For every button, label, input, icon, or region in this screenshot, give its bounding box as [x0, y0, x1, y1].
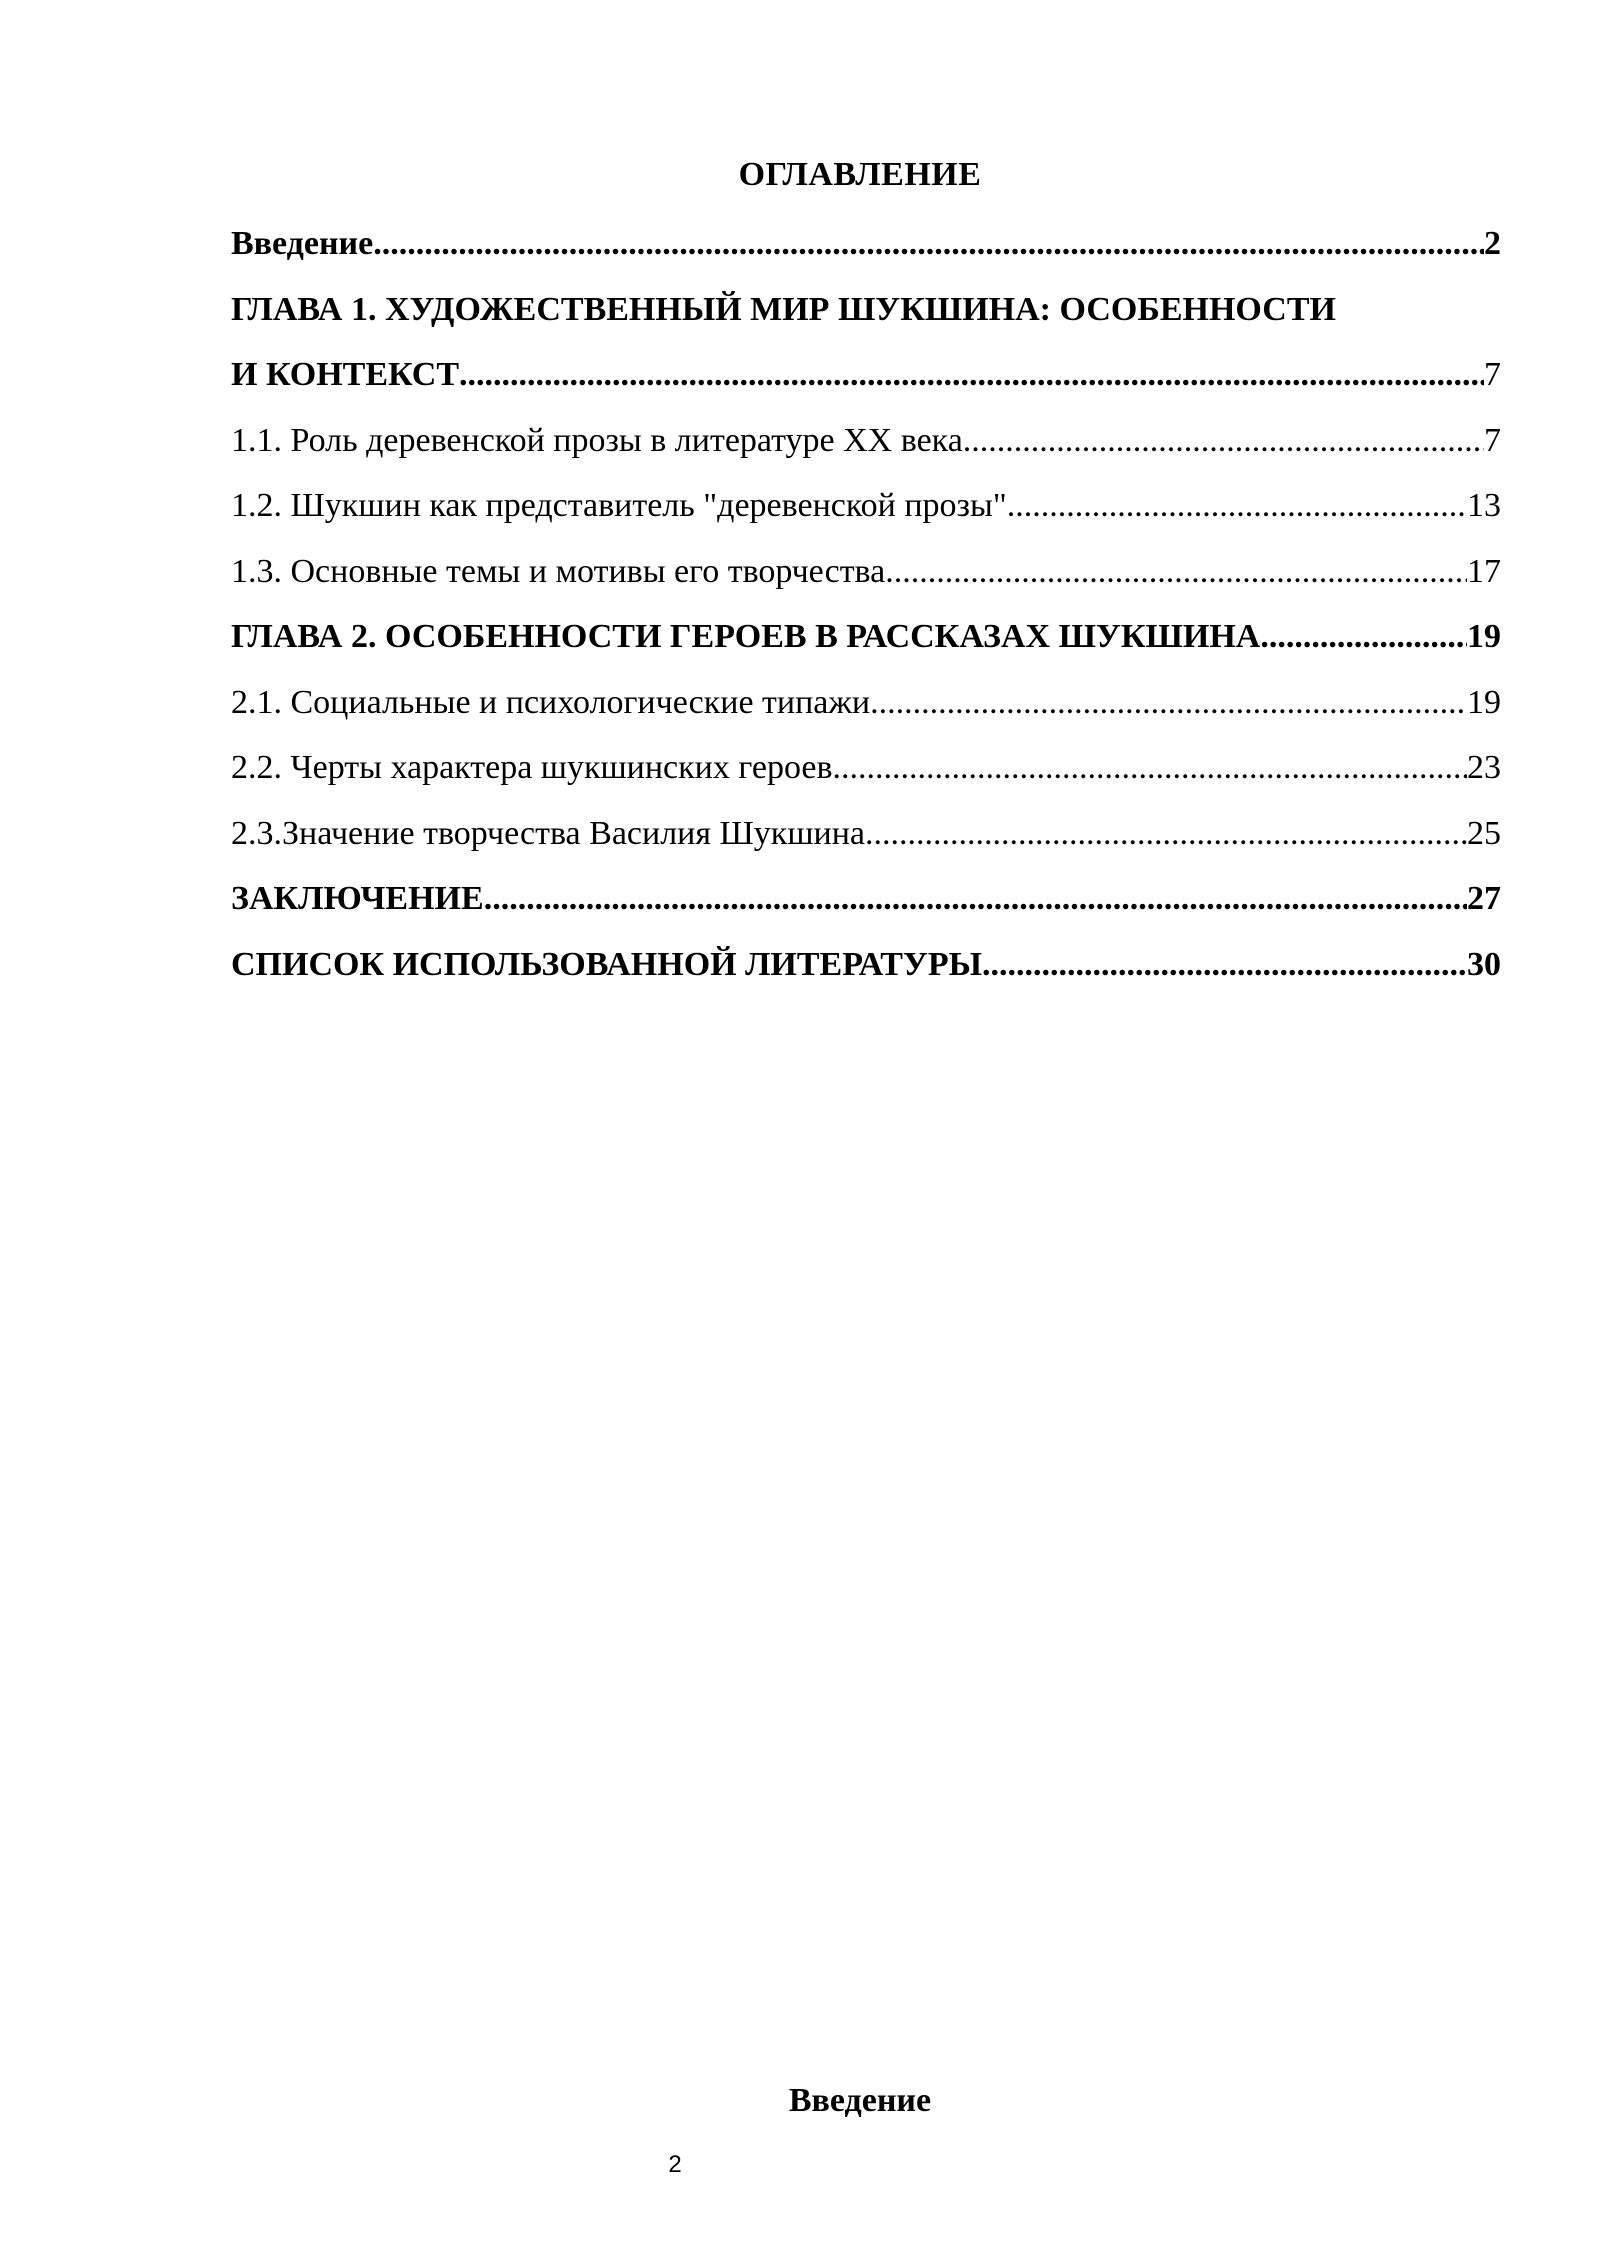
toc-entry-chapter-1-line-2[interactable]: [231, 342, 1501, 408]
toc-entry-section-1-2[interactable]: [231, 473, 1501, 539]
toc-entry-page: 25: [1467, 814, 1501, 852]
toc-entry-text: 2.3.Значение творчества Василия Шукшина: [231, 814, 865, 852]
toc-entry-bibliography[interactable]: [231, 932, 1501, 998]
toc-entry-text: ЗАКЛЮЧЕНИЕ: [231, 880, 484, 917]
toc-dot-leader: [1007, 473, 1467, 539]
toc-dot-leader: [885, 539, 1467, 605]
toc-entry-page: 13: [1467, 487, 1501, 524]
toc-dot-leader: [1260, 604, 1467, 670]
toc-entry-chapter-2[interactable]: [231, 604, 1501, 670]
toc-entry-section-2-3[interactable]: [231, 801, 1501, 867]
toc-entry-text: И КОНТЕКСТ: [231, 356, 460, 393]
toc-entry-text: Введение: [231, 225, 374, 262]
toc-entry-text: 1.2. Шукшин как представитель "деревенской прозы": [231, 487, 1007, 524]
toc-entry-page: 7: [1484, 356, 1501, 393]
toc-dot-leader: [865, 801, 1467, 867]
toc-entry-introduction[interactable]: [231, 211, 1501, 277]
toc-dot-leader: [982, 932, 1467, 998]
toc-title: ОГЛАВЛЕНИЕ: [738, 156, 982, 193]
toc-entry-text: ГЛАВА 1. ХУДОЖЕСТВЕННЫЙ МИР ШУКШИНА: ОСОБЕННОСТИ: [231, 290, 1336, 328]
toc-entry-page: 30: [1467, 945, 1501, 983]
toc-entry-page: 19: [1467, 683, 1501, 721]
toc-entry-text: 2.2. Черты характера шукшинских героев: [231, 749, 833, 786]
toc-entry-text: 1.1. Роль деревенской прозы в литературе XX века: [231, 421, 963, 459]
toc-dot-leader: [963, 408, 1484, 474]
toc-entry-page: 23: [1467, 749, 1501, 786]
toc-dot-leader: [833, 735, 1467, 801]
section-heading-introduction: Введение: [788, 2082, 932, 2119]
toc-dot-leader: [870, 670, 1467, 736]
toc-entry-section-1-1[interactable]: [231, 408, 1501, 474]
toc-entry-page: 17: [1467, 552, 1501, 590]
toc-entry-text: 2.1. Социальные и психологические типажи: [231, 683, 871, 721]
toc-entry-text: СПИСОК ИСПОЛЬЗОВАННОЙ ЛИТЕРАТУРЫ: [231, 945, 982, 983]
toc-entry-section-2-2[interactable]: [231, 735, 1501, 801]
toc-dot-leader: [459, 342, 1484, 408]
toc-dot-leader: [484, 866, 1467, 932]
toc-entry-page: 7: [1484, 421, 1501, 459]
toc-entry-section-1-3[interactable]: [231, 539, 1501, 605]
toc-entry-page: 19: [1467, 618, 1501, 655]
toc-entry-conclusion[interactable]: [231, 866, 1501, 932]
page-number: 2: [668, 2151, 682, 2178]
toc-dot-leader: [373, 211, 1484, 277]
toc-entry-section-2-1[interactable]: [231, 670, 1501, 736]
toc-entry-chapter-1-line-1[interactable]: [231, 277, 1501, 343]
toc-entry-page: 27: [1467, 880, 1501, 917]
toc-entry-page: 2: [1484, 225, 1501, 262]
table-of-contents: [231, 211, 1501, 997]
toc-entry-text: 1.3. Основные темы и мотивы его творчества: [231, 552, 886, 590]
toc-entry-text: ГЛАВА 2. ОСОБЕННОСТИ ГЕРОЕВ В РАССКАЗАХ ШУКШИНА: [231, 618, 1261, 655]
